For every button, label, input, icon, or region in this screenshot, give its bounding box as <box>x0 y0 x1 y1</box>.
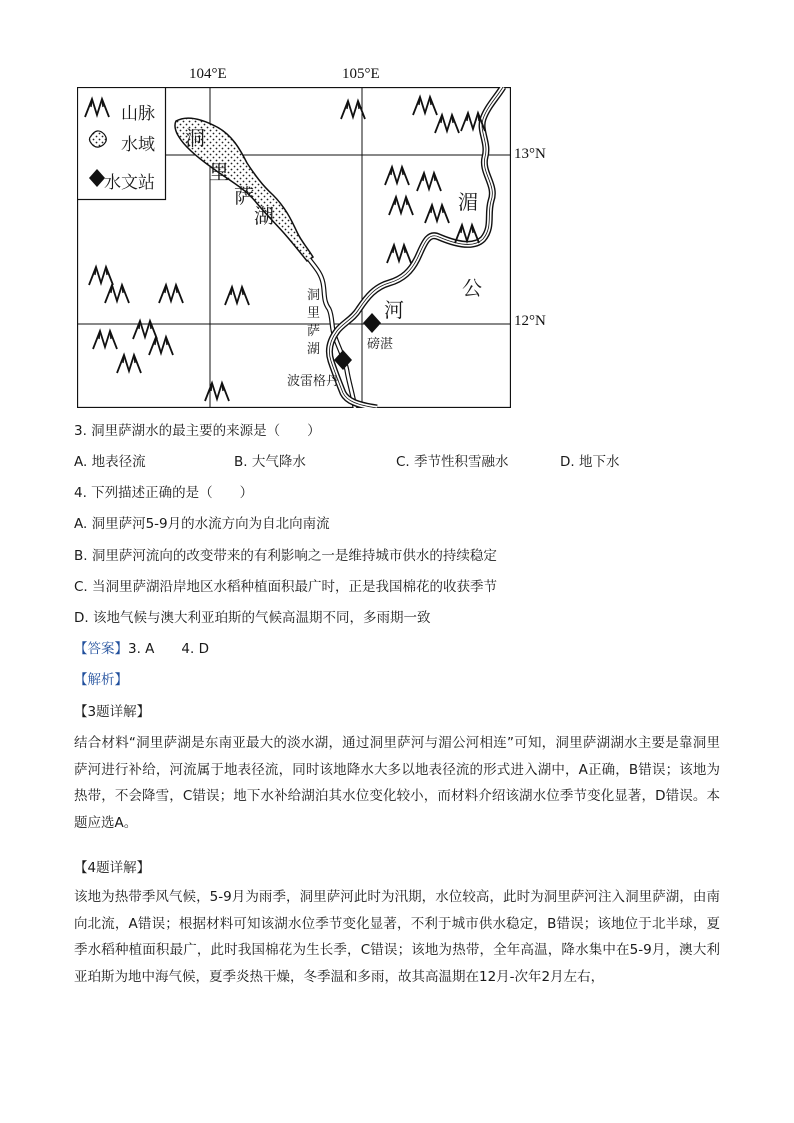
question-3-stem: 3. 洞里萨湖水的最主要的来源是（ ） <box>74 423 321 439</box>
lat-label-13: 13°N <box>514 146 546 162</box>
legend-label-station: 水文站 <box>104 173 155 193</box>
mekong-name-1: 湄 <box>458 190 478 214</box>
answer-line <box>74 639 209 659</box>
detail-4-text: 该地为热带季风气候，5-9月为雨季，洞里萨河此时为汛期，水位较高，此时为洞里萨河注入洞里萨湖，由南向北流，A错误；根据材料可知该湖水位季节变化显著，不利于城市供水稳定，B错误；该地位于北半球，夏季水稻种植面积最广，此时我国棉花为生长季，C错误；该地为热带，全年高温，降水集中在5-9月，澳大利亚珀斯为地中海气候，夏季炎热干燥，冬季温和多雨，故其高温期在12月-次年2月左右， <box>74 889 720 986</box>
analysis-label: 【解析】 <box>74 672 128 688</box>
answer-text: 3. A 4. D <box>128 641 209 657</box>
detail-3-heading: 【3题详解】 <box>74 704 151 720</box>
q3-option-a: A. 地表径流 <box>74 454 146 470</box>
lat-label-12: 12°N <box>514 313 546 329</box>
lake-name-3: 萨 <box>234 184 254 208</box>
detail-3-text: 结合材料“洞里萨湖是东南亚最大的淡水湖，通过洞里萨河与湄公河相连”可知，洞里萨湖湖水主要是靠洞里萨河进行补给，河流属于地表径流，同时该地降水大多以地表径流的形式进入湖中，A正确，B错误；该地为热带，不会降雪，C错误；地下水补给湖泊其水位变化较小，而材料介绍该湖水位季节变化显著，D错误。本题应选A。 <box>74 735 720 832</box>
q4-option-c: C. 当洞里萨湖沿岸地区水稻种植面积最广时，正是我国棉花的收获季节 <box>74 579 498 595</box>
detail-4-heading: 【4题详解】 <box>74 860 151 876</box>
mekong-name-2: 公 <box>462 276 482 300</box>
question-4-stem: 4. 下列描述正确的是（ ） <box>74 485 254 501</box>
q3-option-d: D. 地下水 <box>560 454 620 470</box>
lake-name-2: 里 <box>209 160 229 184</box>
q4-option-a: A. 洞里萨河5-9月的水流方向为自北向南流 <box>74 516 330 532</box>
q3-option-b: B. 大气降水 <box>234 454 306 470</box>
q3-option-c: C. 季节性积雪融水 <box>396 454 509 470</box>
lake-name-1: 洞 <box>185 126 205 150</box>
legend-label-water: 水域 <box>121 135 155 155</box>
lon-label-105: 105°E <box>342 66 380 82</box>
lake-name-4: 湖 <box>254 204 274 228</box>
lon-label-104: 104°E <box>189 66 227 82</box>
river-name-1: 洞 <box>307 288 321 303</box>
legend-label-mountain: 山脉 <box>121 104 155 124</box>
river-name-2: 里 <box>307 306 321 321</box>
q4-option-d: D. 该地气候与澳大利亚珀斯的气候高温期不同，多雨期一致 <box>74 610 431 626</box>
mekong-name-3: 河 <box>384 298 404 322</box>
station-label-kampong-cham: 磅湛 <box>367 337 394 352</box>
q4-option-b: B. 洞里萨河流向的改变带来的有利影响之一是维持城市供水的持续稳定 <box>74 548 497 564</box>
river-name-3: 萨 <box>307 324 321 339</box>
answer-label: 【答案】 <box>74 641 128 657</box>
station-label-prek-kdam: 波雷格丹 <box>287 374 340 389</box>
river-name-4: 湖 <box>307 342 321 357</box>
